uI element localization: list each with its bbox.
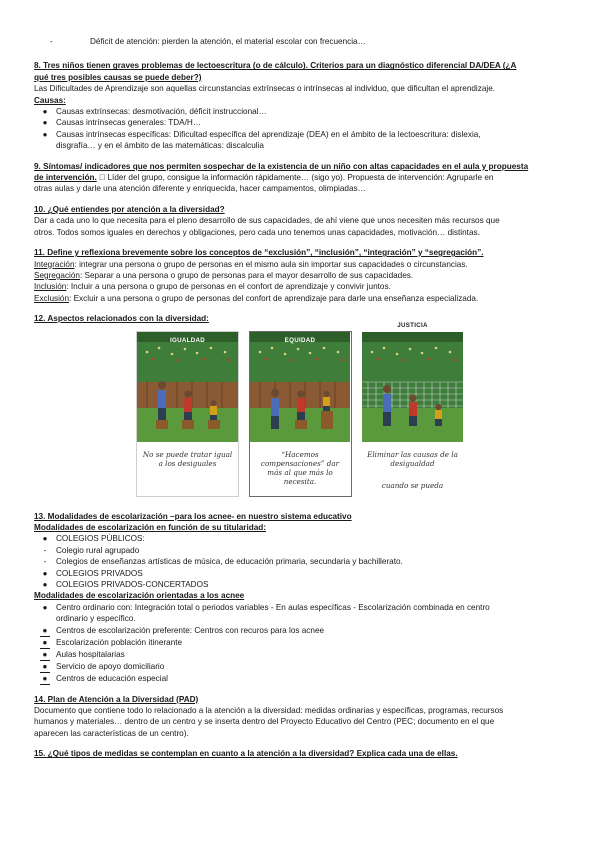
definition-item	[34, 270, 568, 281]
section-title-q9: 9. Síntomas/ indicadores que nos permiten sospechar de la existencia de un niño con altas capacidades en el aula y propuesta	[34, 161, 529, 171]
paragraph: Documento que contiene todo lo relacionado a la atención a la diversidad: medidas ordinarias y específicas, programas, recursos	[34, 706, 504, 715]
list-item-text: Aulas hospitalarias	[56, 649, 125, 659]
list-item	[34, 545, 568, 556]
panel-caption: Eliminar las causas de la desigualdad	[367, 449, 458, 468]
definition-text: : Separar a una persona o grupo de personas para el mayor desarrollo de sus capacidades.	[79, 270, 414, 280]
definition-term: Integración	[34, 259, 75, 269]
list-item-text: Causas intrínsecas específicas: Dificultad específica del aprendizaje (DEA) en el ámbito de la lectoescritura: dislexia,	[56, 129, 481, 139]
list-item-text: Centro ordinario con: Integración total o periodos variables - En aulas específicas - Escolarización combinada en centro	[56, 602, 490, 612]
bullet-marker: ●	[42, 602, 48, 612]
paragraph: aparecen las características de un centro).	[34, 728, 189, 738]
list-item-text: COLEGIOS PRIVADOS	[56, 568, 143, 578]
bullet-marker: ●	[42, 579, 48, 589]
list-item-text: Servicio de apoyo domiciliario	[56, 661, 165, 671]
list-item	[34, 117, 568, 128]
list-item	[34, 129, 568, 140]
list-item	[34, 568, 568, 579]
bullet-marker: ●	[42, 534, 48, 544]
illustration-panel-igualdad	[136, 331, 239, 497]
bullet-marker: ●	[34, 625, 56, 637]
list-item	[34, 106, 568, 117]
definition-term: Exclusión	[34, 293, 70, 303]
bullet-marker: ●	[34, 637, 56, 649]
list-item	[34, 673, 568, 685]
dash-marker: -	[43, 557, 47, 567]
bullet-marker: ●	[42, 107, 48, 117]
justicia-scene-image	[362, 332, 463, 442]
definition-item	[34, 259, 568, 270]
list-item	[34, 533, 568, 544]
paragraph: otros. Todos somos iguales en derechos y obligaciones, pero cada uno tenemos unas capacidades, motivación… distintas.	[34, 227, 480, 237]
list-item-text: Déficit de atención: pierden la atención, el material escolar con frecuencia…	[90, 37, 366, 46]
dash-marker: -	[43, 545, 47, 555]
panel-caption: “Hacemos compensaciones” dar más al que más lo necesita.	[260, 449, 340, 486]
section-title-q9-cont: de intervención.	[34, 173, 97, 183]
list-item-text: Causas extrínsecas: desmotivación, déficit instruccional…	[56, 107, 267, 117]
list-item	[34, 637, 568, 649]
illustration-panel-justicia	[361, 321, 464, 497]
section-title-q8: 8. Tres niños tienen graves problemas de lectoescritura (o de cálculo). Criterios para un diagnóstico diferencial DA/DEA (¿A	[34, 61, 517, 71]
paragraph: Dar a cada uno lo que necesita para el pleno desarrollo de sus capacidades, de ahí viene que unos necesiten más recursos que	[34, 216, 500, 226]
list-item-text: Centros de educación especial	[56, 673, 168, 683]
bullet-marker: ●	[42, 568, 48, 578]
definition-text: : integrar una persona o grupo de personas en el mismo aula sin importar sus capacidades o circunstancias.	[74, 259, 468, 269]
list-item	[34, 661, 568, 673]
list-item	[34, 625, 568, 637]
paragraph: otras aulas y darle una atención diferente y enriquecida, hacer campamentos, olimpiadas…	[34, 184, 366, 194]
bullet-marker: ●	[42, 118, 48, 128]
panel-caption-2: cuando se pueda	[381, 480, 444, 490]
bullet-marker: ●	[34, 649, 56, 661]
section-title-q8-cont: qué tres posibles causas se puede deber?)	[34, 72, 202, 82]
illustration-panel-equidad	[249, 331, 352, 497]
panel-label: IGUALDAD	[169, 336, 206, 344]
definition-term: Segregación	[34, 270, 80, 280]
list-item	[34, 649, 568, 661]
definition-item	[34, 281, 568, 292]
section-title-q10: 10. ¿Qué entiendes por atención a la diversidad?	[34, 204, 225, 214]
list-item-text: Colegios de enseñanzas artísticas de música, de educación primaria, secundaria y bachillerato.	[56, 557, 403, 567]
panel-label: EQUIDAD	[284, 336, 316, 344]
subsection-title: Modalidades de escolarización orientadas a los acnee	[34, 591, 245, 601]
list-item-cont: ordinario y específico.	[56, 614, 136, 624]
document-page	[34, 36, 568, 760]
list-item	[34, 579, 568, 590]
section-title-q11: 11. Define y reflexiona brevemente sobre los conceptos de “exclusión”, “inclusión”, “integración” y “segregación”.	[34, 248, 484, 258]
causes-label: Causas:	[34, 95, 66, 105]
section-title-q13: 13. Modalidades de escolarización –para los acnee- en nuestro sistema educativo	[34, 511, 352, 521]
list-item-text: Escolarización población itinerante	[56, 637, 183, 647]
diversity-illustration	[136, 321, 464, 497]
definition-text: : Excluir a una persona o grupo de personas del confort de aprendizaje para darle una enseñanza especializada.	[69, 293, 479, 303]
list-item	[34, 556, 568, 567]
subsection-title: Modalidades de escolarización en función de su titularidad:	[34, 522, 267, 532]
bullet-marker: ●	[34, 673, 56, 685]
list-item	[34, 36, 568, 47]
paragraph:   Líder del grupo, consigue la información rápidamente… (sigo yo). Propuesta de intervención: Agruparle en	[96, 173, 494, 183]
paragraph: humanos y materiales… dentro de un centro y se inserta dentro del Proyecto Educativo del Centro (PEC; documento en el que	[34, 717, 495, 727]
section-title-q15: 15. ¿Qué tipos de medidas se contemplan en cuanto a la atención a la diversidad? Explica cada una de ellas.	[34, 749, 458, 759]
list-item-text: Colegio rural agrupado	[56, 545, 140, 555]
list-item-text: Causas intrínsecas generales: TDA/H…	[56, 118, 202, 128]
bullet-marker: ●	[42, 129, 48, 139]
section-title-q14: 14. Plan de Atención a la Diversidad (PAD)	[34, 694, 199, 704]
definition-item	[34, 293, 568, 304]
dash-marker: -	[50, 37, 53, 46]
section-title-q12: 12. Aspectos relacionados con la diversidad:	[34, 314, 209, 324]
bullet-marker: ●	[34, 661, 56, 673]
panel-caption: No se puede tratar igual a los desiguales	[142, 449, 233, 468]
panel-label: JUSTICIA	[397, 321, 428, 329]
igualdad-scene-image	[137, 332, 238, 442]
definition-text: : Incluir a una persona o grupo de personas en el confort de aprendizaje y convivir juntos.	[66, 282, 391, 292]
list-item-text: Centros de escolarización preferente: Centros con recuros para los acnee	[56, 625, 325, 635]
list-item-text: COLEGIOS PÚBLICOS:	[56, 534, 145, 544]
definition-term: Inclusión	[34, 282, 67, 292]
list-item	[34, 602, 568, 613]
list-item-cont: disgrafía… y en el ámbito de las matemáticas: discalculia	[56, 141, 264, 151]
list-item-text: COLEGIOS PRIVADOS-CONCERTADOS	[56, 579, 209, 589]
equidad-scene-image	[250, 332, 350, 442]
paragraph: Las Dificultades de Aprendizaje son aquellas circunstancias extrínsecas o intrínsecas al individuo, que dificultan el aprendizaje.	[34, 84, 496, 94]
